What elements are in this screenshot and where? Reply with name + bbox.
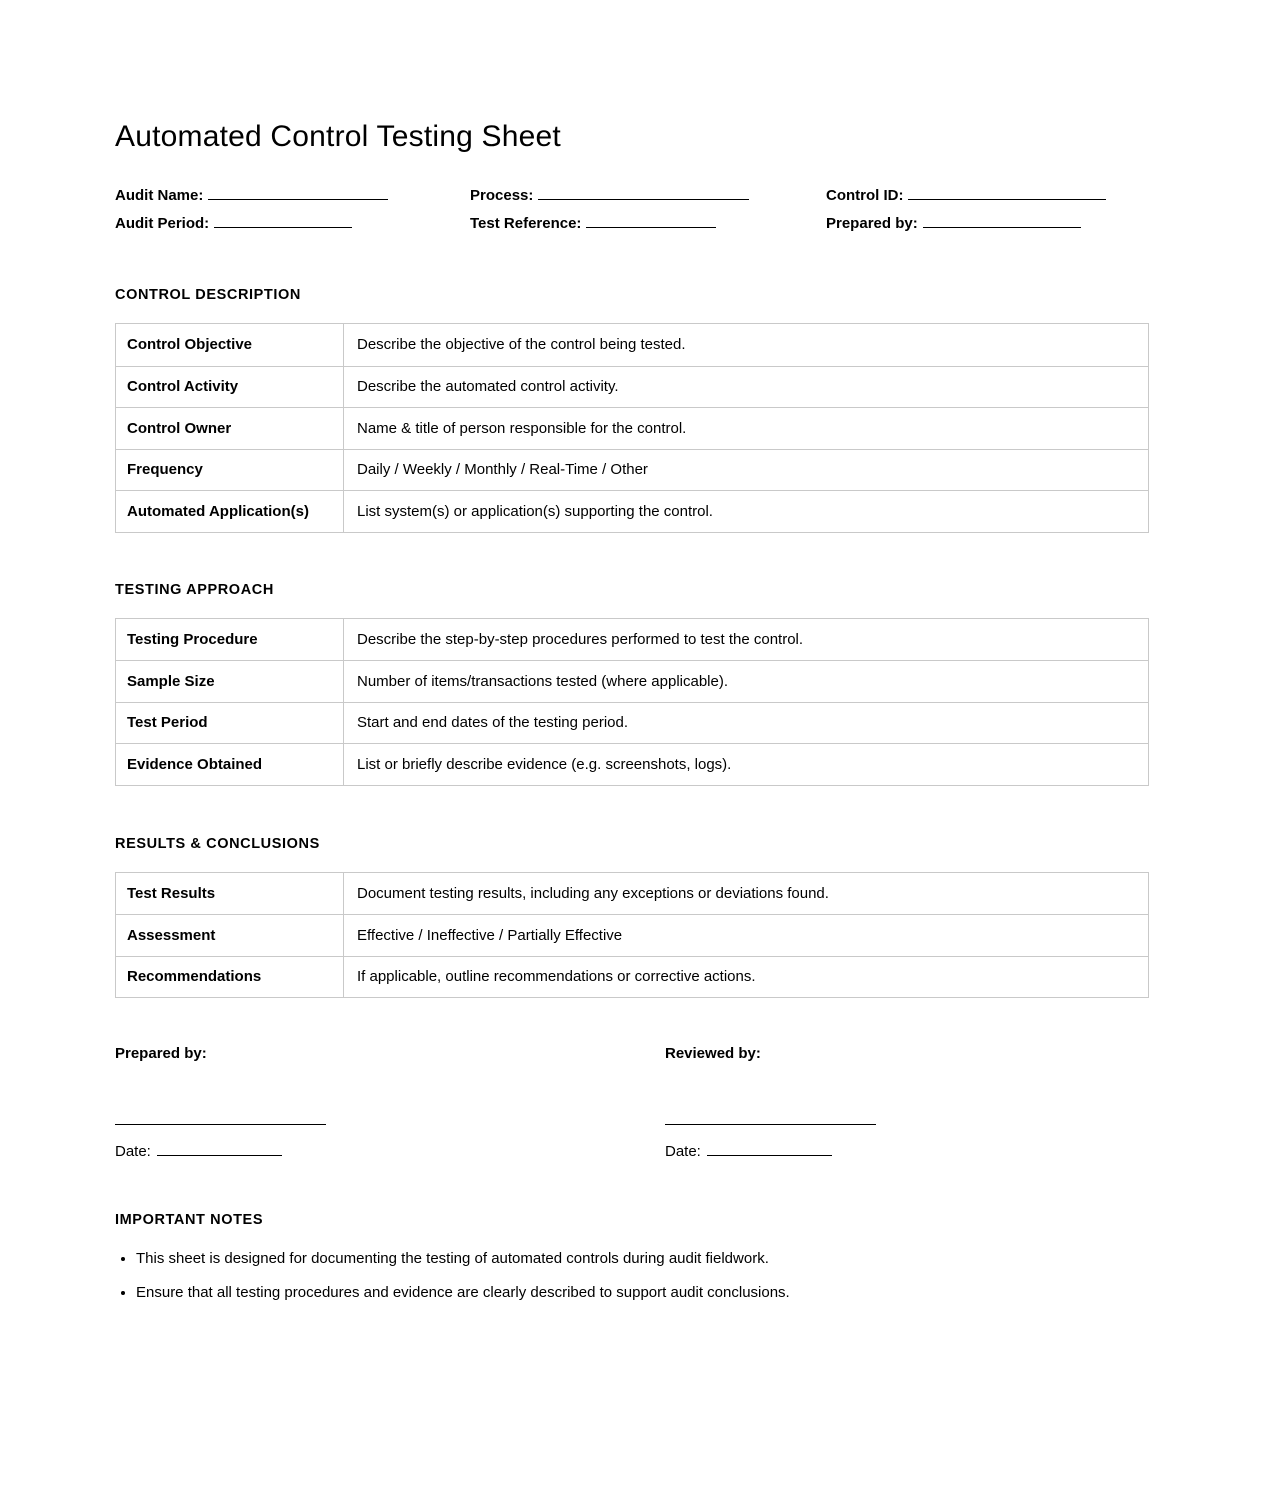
process-blank [538, 185, 749, 200]
control-id-blank [908, 185, 1106, 200]
audit-period-blank [214, 213, 352, 228]
table-row [116, 619, 1148, 661]
table-row [116, 407, 1148, 449]
section-heading-testing-approach: TESTING APPROACH [115, 581, 274, 598]
process-label: Process: [470, 187, 534, 204]
row-description: Number of items/transactions tested (where applicable). [357, 672, 729, 690]
table-row [116, 702, 1148, 744]
testing-approach-table [115, 618, 1149, 786]
row-description: Start and end dates of the testing period. [357, 714, 629, 732]
table-row [116, 743, 1148, 785]
table-row [116, 366, 1148, 408]
row-description: Describe the step-by-step procedures performed to test the control. [357, 630, 804, 648]
row-description: Document testing results, including any exceptions or deviations found. [357, 884, 829, 902]
field-audit-period [115, 213, 470, 232]
header-meta-fields [115, 185, 1149, 232]
row-label: Frequency [116, 450, 344, 491]
table-row [116, 956, 1148, 998]
prepared-by-signature [115, 1045, 665, 1160]
row-description: List or briefly describe evidence (e.g. screenshots, logs). [357, 755, 732, 773]
prepared-by-blank [923, 213, 1081, 228]
row-label: Automated Application(s) [116, 491, 344, 532]
field-audit-name [115, 185, 470, 204]
section-heading-results-conclusions: RESULTS & CONCLUSIONS [115, 835, 320, 852]
date-label: Date: [115, 1143, 151, 1160]
table-row [116, 914, 1148, 956]
audit-period-label: Audit Period: [115, 215, 210, 232]
date-blank [707, 1141, 832, 1156]
field-control-id [826, 185, 1149, 204]
control-description-table [115, 323, 1149, 533]
row-label: Control Owner [116, 408, 344, 449]
table-row [116, 490, 1148, 532]
row-label: Sample Size [116, 661, 344, 702]
test-reference-label: Test Reference: [470, 215, 582, 232]
row-label: Evidence Obtained [116, 744, 344, 785]
prepared-by-date [115, 1141, 665, 1160]
table-row [116, 660, 1148, 702]
reviewed-by-signature-line [665, 1124, 876, 1125]
row-description: Describe the objective of the control being tested. [357, 336, 686, 354]
reviewed-by-signature-label: Reviewed by: [665, 1045, 761, 1062]
row-description: List system(s) or application(s) supporting the control. [357, 502, 713, 520]
row-description: If applicable, outline recommendations or corrective actions. [357, 968, 756, 986]
section-heading-control-description: CONTROL DESCRIPTION [115, 287, 301, 303]
section-heading-important-notes: IMPORTANT NOTES [115, 1212, 264, 1228]
row-label: Control Objective [116, 324, 344, 366]
row-description: Daily / Weekly / Monthly / Real-Time / Other [357, 461, 648, 479]
note-item: • Ensure that all testing procedures and evidence are clearly described to support audit conclusions. [136, 1284, 1149, 1303]
audit-name-label: Audit Name: [115, 187, 204, 204]
audit-name-blank [208, 185, 388, 200]
signature-block [115, 1045, 1149, 1160]
reviewed-by-date [665, 1141, 1149, 1160]
note-item: • This sheet is designed for documenting the testing of automated controls during audit fieldwork. [136, 1250, 1149, 1269]
field-process [470, 185, 826, 204]
row-description: Name & title of person responsible for the control. [357, 419, 687, 437]
date-blank [157, 1141, 282, 1156]
row-label: Assessment [116, 915, 344, 956]
prepared-by-signature-line [115, 1124, 326, 1125]
table-row [116, 873, 1148, 915]
page-title: Automated Control Testing Sheet [115, 120, 561, 153]
table-row [116, 449, 1148, 491]
reviewed-by-signature [665, 1045, 1149, 1160]
test-reference-blank [586, 213, 716, 228]
row-label: Recommendations [116, 957, 344, 998]
control-id-label: Control ID: [826, 187, 904, 204]
row-label: Test Results [116, 873, 344, 915]
table-row [116, 324, 1148, 366]
field-prepared-by [826, 213, 1149, 232]
row-description: Effective / Ineffective / Partially Effective [357, 926, 623, 944]
field-test-reference [470, 213, 826, 232]
results-conclusions-table [115, 872, 1149, 999]
row-description: Describe the automated control activity. [357, 378, 619, 396]
date-label: Date: [665, 1143, 701, 1160]
prepared-by-label: Prepared by: [826, 215, 918, 232]
row-label: Control Activity [116, 367, 344, 408]
important-notes-list [115, 1250, 1149, 1303]
prepared-by-signature-label: Prepared by: [115, 1045, 207, 1062]
row-label: Testing Procedure [116, 619, 344, 661]
row-label: Test Period [116, 703, 344, 744]
